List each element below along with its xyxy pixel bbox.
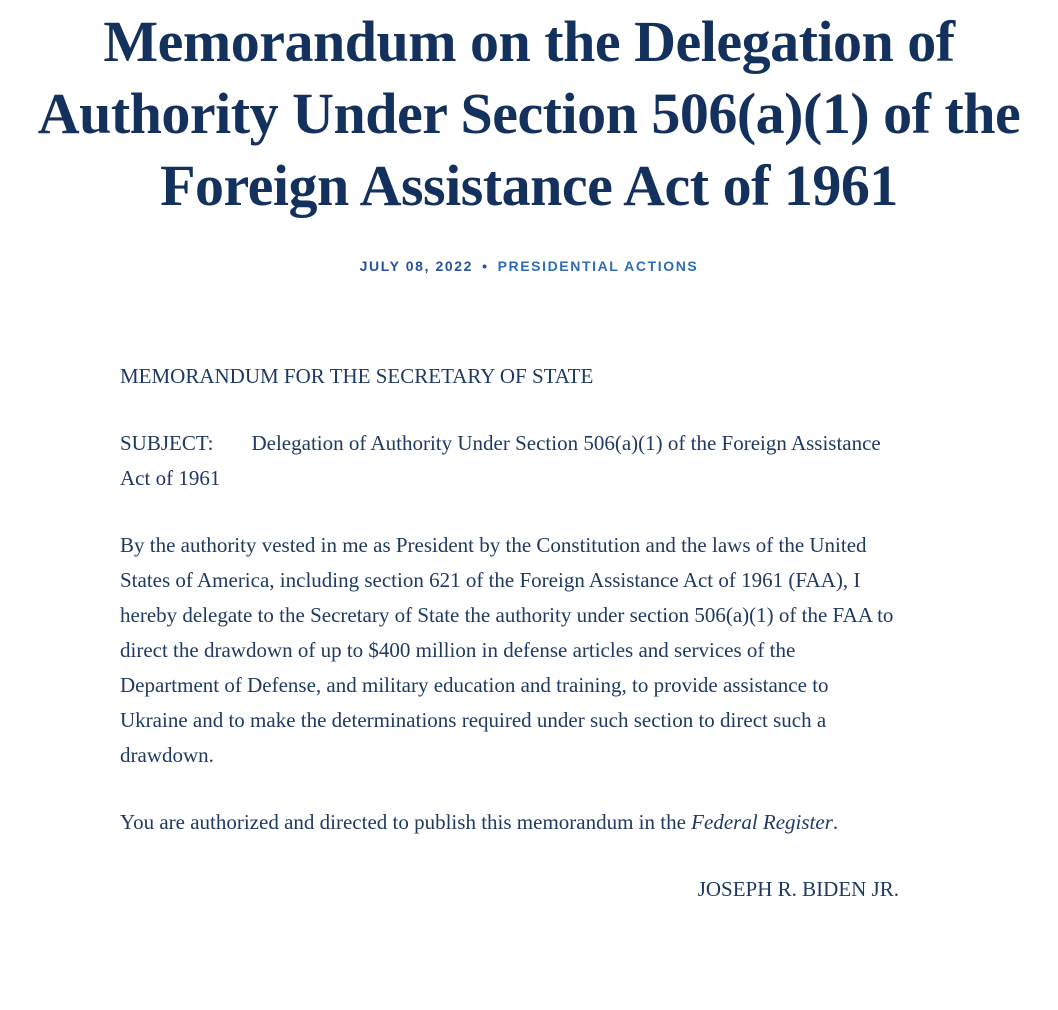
publication-text: You are authorized and directed to publish this memorandum in the (120, 810, 692, 834)
signature: JOSEPH R. BIDEN JR. (697, 877, 899, 901)
federal-register-italic: Federal Register (691, 810, 833, 834)
bullet-separator-icon: • (482, 258, 489, 274)
page-title: Memorandum on the Delegation of Authority Under Section 506(a)(1) of the Foreign Assistance Act of 1961 (37, 9, 1021, 218)
publish-date: JULY 08, 2022 (359, 258, 474, 274)
memo-subject-line (120, 426, 899, 496)
memo-addressee: MEMORANDUM FOR THE SECRETARY OF STATE (120, 364, 594, 388)
memo-paragraph-delegation: By the authority vested in me as President by the Constitution and the laws of the United States of America, including section 621 of the Foreign Assistance Act of 1961 (FAA), I hereby delegate to the Secretary of State the authority under section 506(a)(1) of the FAA to direct the drawdown of up to $400 million in defense articles and services of the Department of Defense, and military education and training, to provide assistance to Ukraine and to make the determinations required under such section to direct such a drawdown. (120, 533, 894, 767)
memo-body (120, 359, 899, 907)
subject-label: SUBJECT: (120, 431, 214, 455)
memo-header (0, 0, 1058, 274)
subject-text: Delegation of Authority Under Section 506(a)(1) of the Foreign Assistance Act of 1961 (120, 431, 881, 490)
category-link[interactable]: PRESIDENTIAL ACTIONS (497, 258, 699, 274)
publication-period: . (832, 810, 839, 834)
meta-line (0, 258, 1058, 274)
memo-paragraph-publication (120, 805, 899, 840)
